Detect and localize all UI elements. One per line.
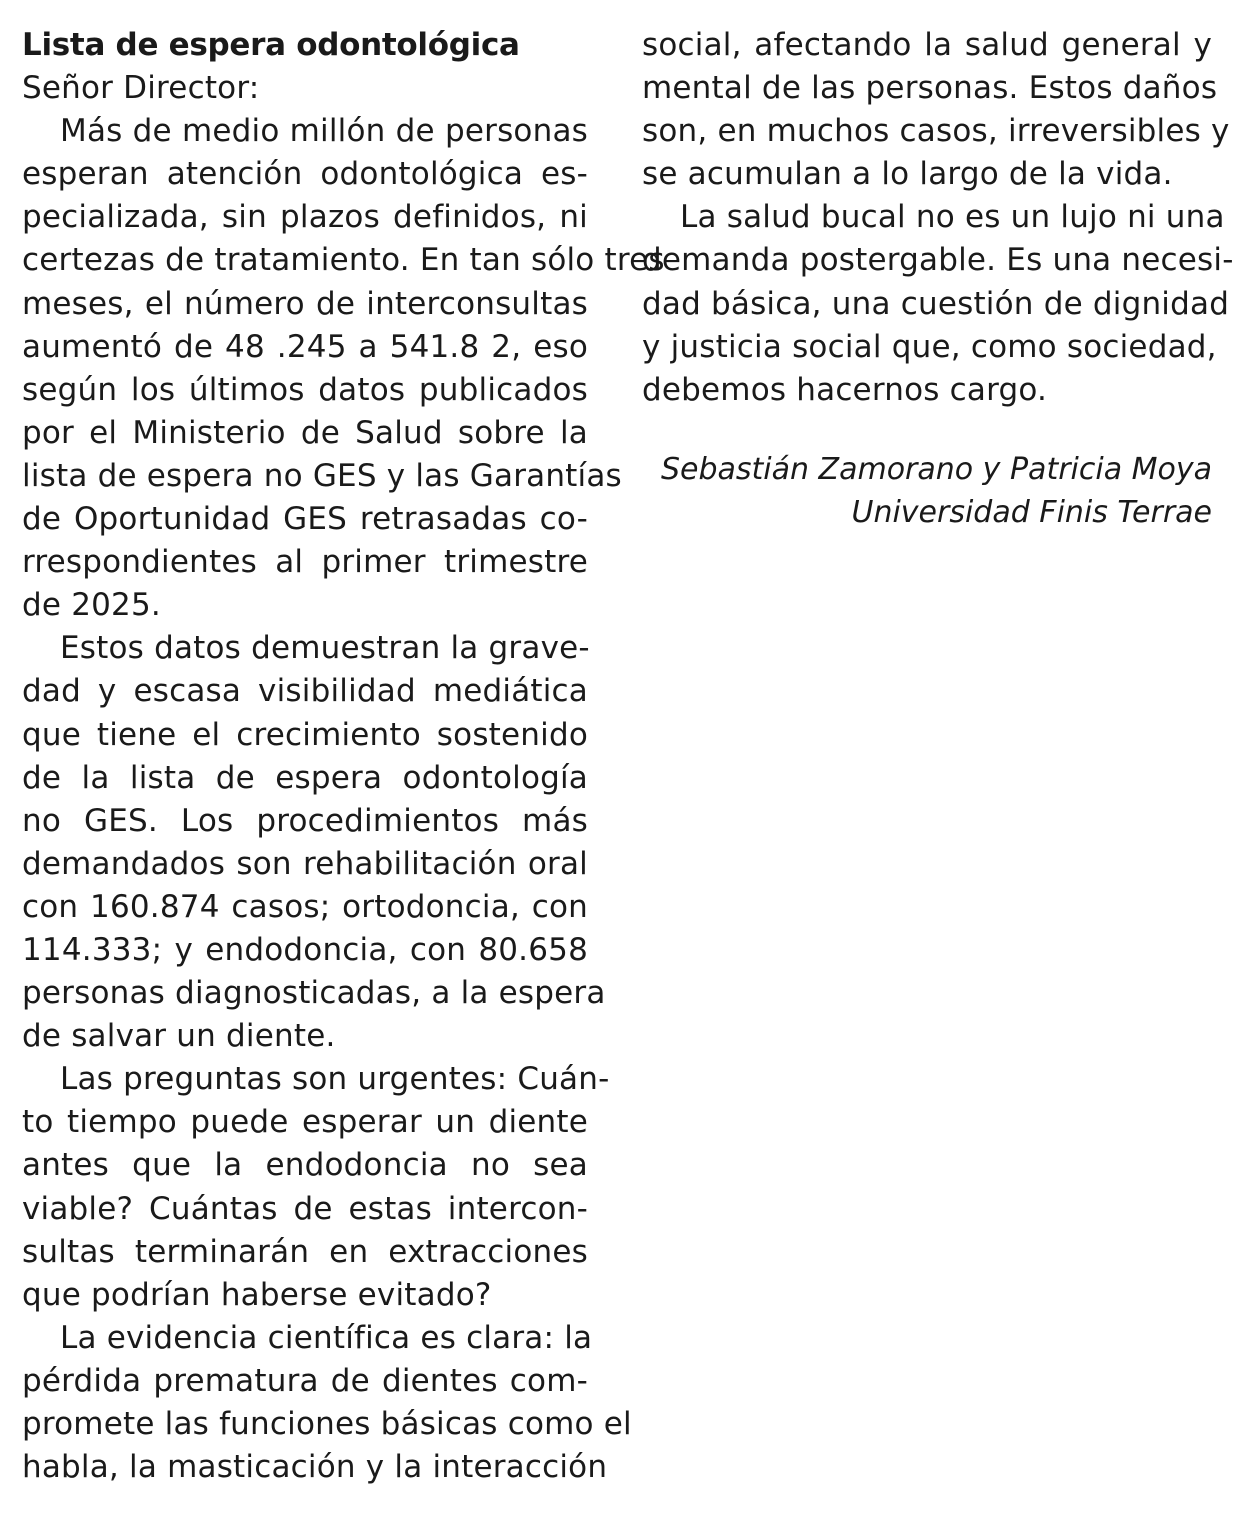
text-line: to tiempo puede esperar un diente [22, 1104, 588, 1141]
right-column [642, 24, 1234, 412]
text-line: antes que la endodoncia no sea [22, 1147, 588, 1184]
text-line: habla, la masticación y la interacción [22, 1449, 608, 1486]
text-line: aumentó de 48 .245 a 541.8 2, eso [22, 328, 588, 365]
text-line: viable? Cuántas de estas intercon- [22, 1190, 588, 1227]
left-column [22, 24, 665, 1489]
signature [642, 448, 1212, 534]
text-line: y justicia social que, como sociedad, [642, 328, 1217, 365]
text-line: Las preguntas son urgentes: Cuán- [60, 1061, 610, 1098]
text-line: meses, el número de interconsultas [22, 285, 588, 322]
text-line: de salvar un diente. [22, 1018, 336, 1055]
text-line: promete las funciones básicas como el [22, 1406, 632, 1442]
text-line: debemos hacernos cargo. [642, 371, 1048, 408]
text-line: pérdida prematura de dientes com- [22, 1362, 588, 1399]
text-line: de 2025. [22, 587, 161, 624]
text-line: demanda postergable. Es una necesi- [642, 242, 1234, 279]
letter-title: Lista de espera odontológica [22, 27, 520, 63]
signature-institution: Universidad Finis Terrae [851, 495, 1212, 530]
text-line: de la lista de espera odontología [22, 759, 588, 796]
text-line: sultas terminarán en extracciones [22, 1233, 588, 1270]
text-line: La salud bucal no es un lujo ni una [680, 199, 1225, 236]
text-line: dad y escasa visibilidad mediática [22, 673, 588, 710]
text-line: mental de las personas. Estos daños [642, 70, 1218, 107]
text-line: por el Ministerio de Salud sobre la [22, 414, 588, 451]
text-line: según los últimos datos publicados [22, 371, 588, 408]
text-line: personas diagnosticadas, a la espera [22, 975, 606, 1012]
text-line: lista de espera no GES y las Garantías [22, 457, 622, 494]
text-line: dad básica, una cuestión de dignidad [642, 285, 1230, 322]
text-line: social, afectando la salud general y [642, 27, 1212, 63]
text-line: que tiene el crecimiento sostenido [22, 716, 588, 753]
text-line: con 160.874 casos; ortodoncia, con [22, 888, 588, 925]
text-line: que podrían haberse evitado? [22, 1276, 492, 1313]
signature-authors: Sebastián Zamorano y Patricia Moya [660, 452, 1212, 487]
text-line: La evidencia científica es clara: la [60, 1319, 593, 1356]
text-line: 114.333; y endodoncia, con 80.658 [22, 931, 588, 968]
text-line: Más de medio millón de personas [60, 113, 588, 150]
text-line: Estos datos demuestran la grave- [60, 630, 590, 667]
text-line: certezas de tratamiento. En tan sólo tres [22, 242, 665, 279]
salutation: Señor Director: [22, 70, 260, 107]
text-line: pecializada, sin plazos definidos, ni [22, 199, 588, 236]
text-line: rrespondientes al primer trimestre [22, 544, 588, 581]
text-line: son, en muchos casos, irreversibles y [642, 113, 1230, 150]
text-line: de Oportunidad GES retrasadas co- [22, 501, 588, 538]
text-line: se acumulan a lo largo de la vida. [642, 156, 1173, 193]
text-line: esperan atención odontológica es- [22, 156, 588, 193]
text-line: demandados son rehabilitación oral [22, 845, 588, 882]
text-line: no GES. Los procedimientos más [22, 802, 588, 839]
